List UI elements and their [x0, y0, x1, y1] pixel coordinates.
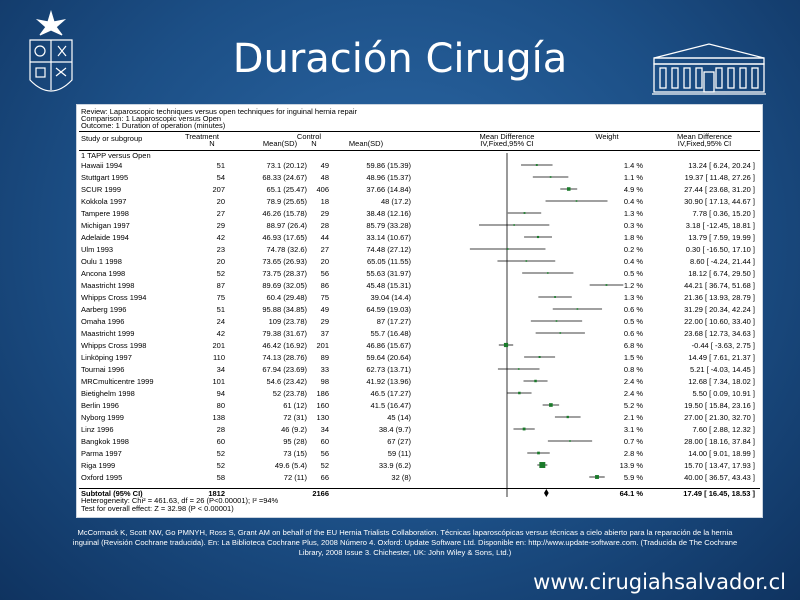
treatment-n: 34 [216, 365, 225, 374]
table-row [77, 171, 762, 183]
mean-difference: -0.44 [ -3.63, 2.75 ] [691, 341, 755, 350]
treatment-n: 28 [216, 425, 225, 434]
control-n: 20 [320, 257, 329, 266]
control-n: 406 [316, 185, 329, 194]
study-name: Maastricht 1998 [81, 281, 135, 290]
treatment-mean-sd: 46.42 (16.92) [262, 341, 307, 350]
control-n: 75 [320, 293, 329, 302]
mean-difference: 27.00 [ 21.30, 32.70 ] [684, 413, 755, 422]
treatment-mean-sd: 109 (23.78) [268, 317, 307, 326]
weight: 1.1 % [623, 173, 643, 182]
control-mean-sd: 59.86 (15.39) [366, 161, 411, 170]
control-n: 37 [320, 329, 329, 338]
header-control: Control [296, 132, 322, 141]
study-name: Tournai 1996 [81, 365, 125, 374]
weight: 2.4 % [623, 377, 643, 386]
mean-difference: 12.68 [ 7.34, 18.02 ] [688, 377, 755, 386]
control-mean-sd: 46.86 (15.67) [366, 341, 411, 350]
treatment-mean-sd: 68.33 (24.67) [262, 173, 307, 182]
header-treatment: Treatment [185, 132, 219, 141]
mean-difference: 18.12 [ 6.74, 29.50 ] [688, 269, 755, 278]
mean-difference: 27.44 [ 23.68, 31.20 ] [684, 185, 755, 194]
weight: 0.6 % [623, 305, 643, 314]
table-row [77, 195, 762, 207]
weight: 13.9 % [619, 461, 643, 470]
table-row [77, 279, 762, 291]
treatment-n: 58 [216, 473, 225, 482]
treatment-n: 42 [216, 329, 225, 338]
table-row [77, 159, 762, 171]
study-name: Linz 1996 [81, 425, 114, 434]
weight: 1.2 % [623, 281, 643, 290]
control-n: 29 [320, 209, 329, 218]
control-mean-sd: 55.63 (31.97) [366, 269, 411, 278]
subgroup-label: 1 TAPP versus Open [81, 151, 151, 160]
control-mean-sd: 87 (17.27) [376, 317, 411, 326]
study-name: Bangkok 1998 [81, 437, 129, 446]
review-line: Review: Laparoscopic techniques versus open techniques for inguinal hernia repair [81, 107, 357, 116]
treatment-mean-sd: 72 (11) [283, 473, 307, 482]
citation-footnote: McCormack K, Scott NW, Go PMNYH, Ross S, Grant AM on behalf of the EU Hernia Trialists Collaboration. Técnicas laparoscópicas versus técnicas a cielo abierto para la reparación de la hernia inguinal (Revisión Cochrane traducida). En: La Biblioteca Cochrane Plus, 2008 Número 4. Oxford: Update Software Ltd. Disponible en: http://www.update-software.com. (Traducida de The Cochrane Library, 2008 Issue 3. Chichester, UK: John Wiley & Sons, Ltd.) [72, 528, 738, 557]
control-n: 49 [320, 305, 329, 314]
treatment-mean-sd: 88.97 (26.4) [266, 221, 307, 230]
header-mean-difference-method: IV,Fixed,95% CI [480, 139, 534, 148]
table-row [77, 291, 762, 303]
control-n: 48 [320, 173, 329, 182]
weight: 0.7 % [623, 437, 643, 446]
table-row [77, 471, 762, 483]
treatment-mean-sd: 74.78 (32.6) [266, 245, 307, 254]
control-mean-sd: 48.96 (15.37) [366, 173, 411, 182]
mean-difference: 44.21 [ 36.74, 51.68 ] [684, 281, 755, 290]
heterogeneity-text: Heterogeneity: Chi² = 461.63, df = 26 (P<0.00001); I² =94% [81, 496, 279, 505]
treatment-mean-sd: 46.26 (15.78) [262, 209, 307, 218]
table-row [77, 339, 762, 351]
table-row [77, 459, 762, 471]
weight: 5.9 % [623, 473, 643, 482]
control-n: 130 [316, 413, 329, 422]
control-mean-sd: 55.7 (16.48) [370, 329, 411, 338]
treatment-n: 51 [216, 305, 225, 314]
weight: 0.5 % [623, 269, 643, 278]
mean-difference: 40.00 [ 36.57, 43.43 ] [684, 473, 755, 482]
header-mean-difference-2: Mean Difference [677, 132, 732, 141]
table-row [77, 375, 762, 387]
header-mean-difference-2-method: IV,Fixed,95% CI [677, 139, 732, 148]
weight: 0.5 % [623, 317, 643, 326]
weight: 1.8 % [623, 233, 643, 242]
control-mean-sd: 46.5 (17.27) [370, 389, 411, 398]
treatment-mean-sd: 78.9 (25.65) [266, 197, 307, 206]
table-row [77, 351, 762, 363]
treatment-mean-sd: 60.4 (29.48) [266, 293, 307, 302]
control-mean-sd: 37.66 (14.84) [366, 185, 411, 194]
control-n: 56 [320, 449, 329, 458]
treatment-n: 80 [216, 401, 225, 410]
control-mean-sd: 38.4 (9.7) [378, 425, 411, 434]
control-n: 186 [316, 389, 329, 398]
study-name: Omaha 1996 [81, 317, 125, 326]
control-n: 18 [320, 197, 329, 206]
control-mean-sd: 33.9 (6.2) [378, 461, 411, 470]
study-name: MRCmulticentre 1999 [81, 377, 154, 386]
treatment-n: 201 [212, 341, 225, 350]
mean-difference: 5.21 [ -4.03, 14.45 ] [689, 365, 755, 374]
treatment-n: 75 [216, 293, 225, 302]
study-name: Adelaide 1994 [81, 233, 129, 242]
header-weight: Weight [595, 132, 619, 141]
control-n: 52 [320, 461, 329, 470]
table-row [77, 423, 762, 435]
table-row [77, 255, 762, 267]
study-name: Ulm 1993 [81, 245, 114, 254]
weight: 2.1 % [623, 413, 643, 422]
control-mean-sd: 41.92 (13.96) [366, 377, 411, 386]
header-control-mean: Mean(SD) [348, 139, 384, 148]
weight: 2.8 % [623, 449, 643, 458]
treatment-mean-sd: 73.65 (26.93) [262, 257, 307, 266]
control-mean-sd: 41.5 (16.47) [370, 401, 411, 410]
treatment-n: 138 [212, 413, 225, 422]
table-row [77, 363, 762, 375]
weight: 6.8 % [623, 341, 643, 350]
treatment-n: 52 [216, 461, 225, 470]
treatment-n: 27 [216, 209, 225, 218]
control-mean-sd: 59.64 (20.64) [366, 353, 411, 362]
table-row [77, 411, 762, 423]
treatment-n: 110 [213, 353, 225, 362]
mean-difference: 7.78 [ 0.36, 15.20 ] [692, 209, 755, 218]
study-name: SCUR 1999 [81, 185, 122, 194]
slide-title: Duración Cirugía [232, 36, 568, 82]
study-name: Hawaii 1994 [81, 161, 123, 170]
study-name: Kokkola 1997 [81, 197, 127, 206]
table-row [77, 435, 762, 447]
control-mean-sd: 38.48 (12.16) [366, 209, 411, 218]
mean-difference: 3.18 [ -12.45, 18.81 ] [685, 221, 755, 230]
table-row [77, 219, 762, 231]
study-name: Stuttgart 1995 [81, 173, 129, 182]
table-row [77, 315, 762, 327]
study-name: Nyborg 1999 [81, 413, 124, 422]
table-row [77, 183, 762, 195]
overall-effect-text: Test for overall effect: Z = 32.98 (P < 0.00001) [81, 504, 234, 513]
website-url: www.cirugiahsalvador.cl [533, 570, 786, 594]
treatment-mean-sd: 73 (15) [283, 449, 307, 458]
study-name: Berlin 1996 [81, 401, 119, 410]
control-n: 86 [320, 281, 329, 290]
treatment-mean-sd: 52 (23.78) [272, 389, 307, 398]
control-n: 60 [320, 437, 329, 446]
control-n: 28 [320, 221, 329, 230]
table-row [77, 231, 762, 243]
treatment-n: 42 [216, 233, 225, 242]
study-name: Tampere 1998 [81, 209, 129, 218]
treatment-n: 207 [212, 185, 225, 194]
header-rule-bottom [79, 150, 760, 151]
subtotal-weight: 64.1 % [619, 489, 643, 498]
treatment-mean-sd: 95.88 (34.85) [262, 305, 307, 314]
mean-difference: 23.68 [ 12.73, 34.63 ] [684, 329, 755, 338]
control-mean-sd: 39.04 (14.4) [370, 293, 411, 302]
weight: 0.4 % [623, 197, 643, 206]
treatment-n: 23 [216, 245, 225, 254]
header-rule-top [79, 131, 760, 132]
header-study: Study or subgroup [81, 134, 143, 143]
control-n: 29 [320, 317, 329, 326]
treatment-n: 52 [216, 269, 225, 278]
control-mean-sd: 45 (14) [387, 413, 411, 422]
control-n: 27 [320, 245, 329, 254]
subtotal-mean-difference: 17.49 [ 16.45, 18.53 ] [683, 489, 755, 498]
treatment-n: 101 [212, 377, 225, 386]
treatment-n: 51 [216, 161, 225, 170]
control-mean-sd: 74.48 (27.12) [366, 245, 411, 254]
study-name: Maastricht 1999 [81, 329, 135, 338]
table-row [77, 327, 762, 339]
treatment-n: 29 [216, 221, 225, 230]
mean-difference: 13.24 [ 6.24, 20.24 ] [688, 161, 755, 170]
mean-difference: 31.29 [ 20.34, 42.24 ] [684, 305, 755, 314]
treatment-n: 87 [216, 281, 225, 290]
mean-difference: 14.00 [ 9.01, 18.99 ] [688, 449, 755, 458]
subtotal-label: Subtotal (95% CI) [81, 489, 143, 498]
study-name: Whipps Cross 1998 [81, 341, 147, 350]
header-treatment-mean: Mean(SD) [262, 139, 298, 148]
mean-difference: 15.70 [ 13.47, 17.93 ] [684, 461, 755, 470]
mean-difference: 0.30 [ -16.50, 17.10 ] [685, 245, 755, 254]
study-name: Whipps Cross 1994 [81, 293, 147, 302]
treatment-mean-sd: 74.13 (28.76) [262, 353, 307, 362]
weight: 0.8 % [623, 365, 643, 374]
weight: 4.9 % [623, 185, 643, 194]
control-mean-sd: 65.05 (11.55) [366, 257, 411, 266]
study-name: Oxford 1995 [81, 473, 123, 482]
mean-difference: 21.36 [ 13.93, 28.79 ] [684, 293, 755, 302]
study-name: Michigan 1997 [81, 221, 130, 230]
treatment-n: 20 [216, 257, 225, 266]
mean-difference: 19.50 [ 15.84, 23.16 ] [684, 401, 755, 410]
weight: 0.6 % [623, 329, 643, 338]
control-n: 201 [316, 341, 329, 350]
study-name: Parma 1997 [81, 449, 122, 458]
weight: 2.4 % [623, 389, 643, 398]
weight: 0.4 % [623, 257, 643, 266]
table-row [77, 447, 762, 459]
subtotal-control-n: 2166 [312, 489, 329, 498]
control-n: 34 [320, 425, 329, 434]
control-n: 33 [320, 365, 329, 374]
treatment-mean-sd: 61 (12) [283, 401, 307, 410]
control-n: 44 [320, 233, 329, 242]
treatment-mean-sd: 54.6 (23.42) [266, 377, 307, 386]
control-n: 98 [320, 377, 329, 386]
study-name: Oulu 1 1998 [81, 257, 122, 266]
treatment-mean-sd: 49.6 (5.4) [274, 461, 307, 470]
control-mean-sd: 48 (17.2) [380, 197, 411, 206]
control-n: 49 [320, 161, 329, 170]
forest-plot-panel [76, 104, 763, 518]
mean-difference: 7.60 [ 2.88, 12.32 ] [692, 425, 755, 434]
mean-difference: 14.49 [ 7.61, 21.37 ] [688, 353, 755, 362]
control-mean-sd: 33.14 (10.67) [366, 233, 411, 242]
mean-difference: 28.00 [ 18.16, 37.84 ] [684, 437, 755, 446]
treatment-mean-sd: 67.94 (23.69) [262, 365, 307, 374]
treatment-n: 24 [216, 317, 225, 326]
study-name: Ancona 1998 [81, 269, 126, 278]
mean-difference: 19.37 [ 11.48, 27.26 ] [684, 173, 755, 182]
weight: 1.3 % [623, 209, 643, 218]
table-row [77, 243, 762, 255]
weight: 1.4 % [623, 161, 643, 170]
weight: 3.1 % [623, 425, 643, 434]
mean-difference: 13.79 [ 7.59, 19.99 ] [688, 233, 755, 242]
treatment-mean-sd: 72 (31) [283, 413, 307, 422]
subtotal-treatment-n: 1812 [208, 489, 225, 498]
control-mean-sd: 67 (27) [387, 437, 411, 446]
weight: 1.3 % [623, 293, 643, 302]
treatment-mean-sd: 73.75 (28.37) [262, 269, 307, 278]
table-row [77, 207, 762, 219]
treatment-mean-sd: 79.38 (31.67) [262, 329, 307, 338]
treatment-n: 20 [216, 197, 225, 206]
control-mean-sd: 45.48 (15.31) [366, 281, 411, 290]
control-mean-sd: 59 (11) [387, 449, 411, 458]
comparison-line: Comparison: 1 Laparoscopic versus Open [81, 114, 222, 123]
control-mean-sd: 64.59 (19.03) [366, 305, 411, 314]
treatment-n: 54 [216, 173, 225, 182]
treatment-n: 52 [216, 449, 225, 458]
study-name: Riga 1999 [81, 461, 116, 470]
outcome-line: Outcome: 1 Duration of operation (minutes) [81, 121, 226, 130]
mean-difference: 22.00 [ 10.60, 33.40 ] [684, 317, 755, 326]
control-mean-sd: 32 (8) [391, 473, 411, 482]
control-n: 89 [320, 353, 329, 362]
treatment-mean-sd: 73.1 (20.12) [266, 161, 307, 170]
study-name: Bietighelm 1998 [81, 389, 135, 398]
treatment-mean-sd: 46 (9.2) [281, 425, 307, 434]
control-mean-sd: 62.73 (13.71) [366, 365, 411, 374]
table-row [77, 267, 762, 279]
study-name: Linköping 1997 [81, 353, 132, 362]
weight: 0.3 % [623, 221, 643, 230]
control-n: 160 [316, 401, 329, 410]
treatment-mean-sd: 89.69 (32.05) [262, 281, 307, 290]
table-row [77, 303, 762, 315]
mean-difference: 8.60 [ -4.24, 21.44 ] [689, 257, 755, 266]
study-name: Aarberg 1996 [81, 305, 127, 314]
header-treatment-n: N [209, 139, 215, 148]
control-n: 56 [320, 269, 329, 278]
table-row [77, 399, 762, 411]
table-row [77, 387, 762, 399]
treatment-n: 60 [216, 437, 225, 446]
treatment-mean-sd: 46.93 (17.65) [262, 233, 307, 242]
control-mean-sd: 85.79 (33.28) [366, 221, 411, 230]
weight: 5.2 % [623, 401, 643, 410]
mean-difference: 5.50 [ 0.09, 10.91 ] [692, 389, 755, 398]
mean-difference: 30.90 [ 17.13, 44.67 ] [684, 197, 755, 206]
treatment-mean-sd: 95 (28) [283, 437, 307, 446]
treatment-n: 94 [216, 389, 225, 398]
header-mean-difference: Mean Difference [479, 132, 535, 141]
weight: 1.5 % [623, 353, 643, 362]
header-control-n: N [311, 139, 317, 148]
treatment-mean-sd: 65.1 (25.47) [266, 185, 307, 194]
weight: 0.2 % [623, 245, 643, 254]
control-n: 66 [320, 473, 329, 482]
